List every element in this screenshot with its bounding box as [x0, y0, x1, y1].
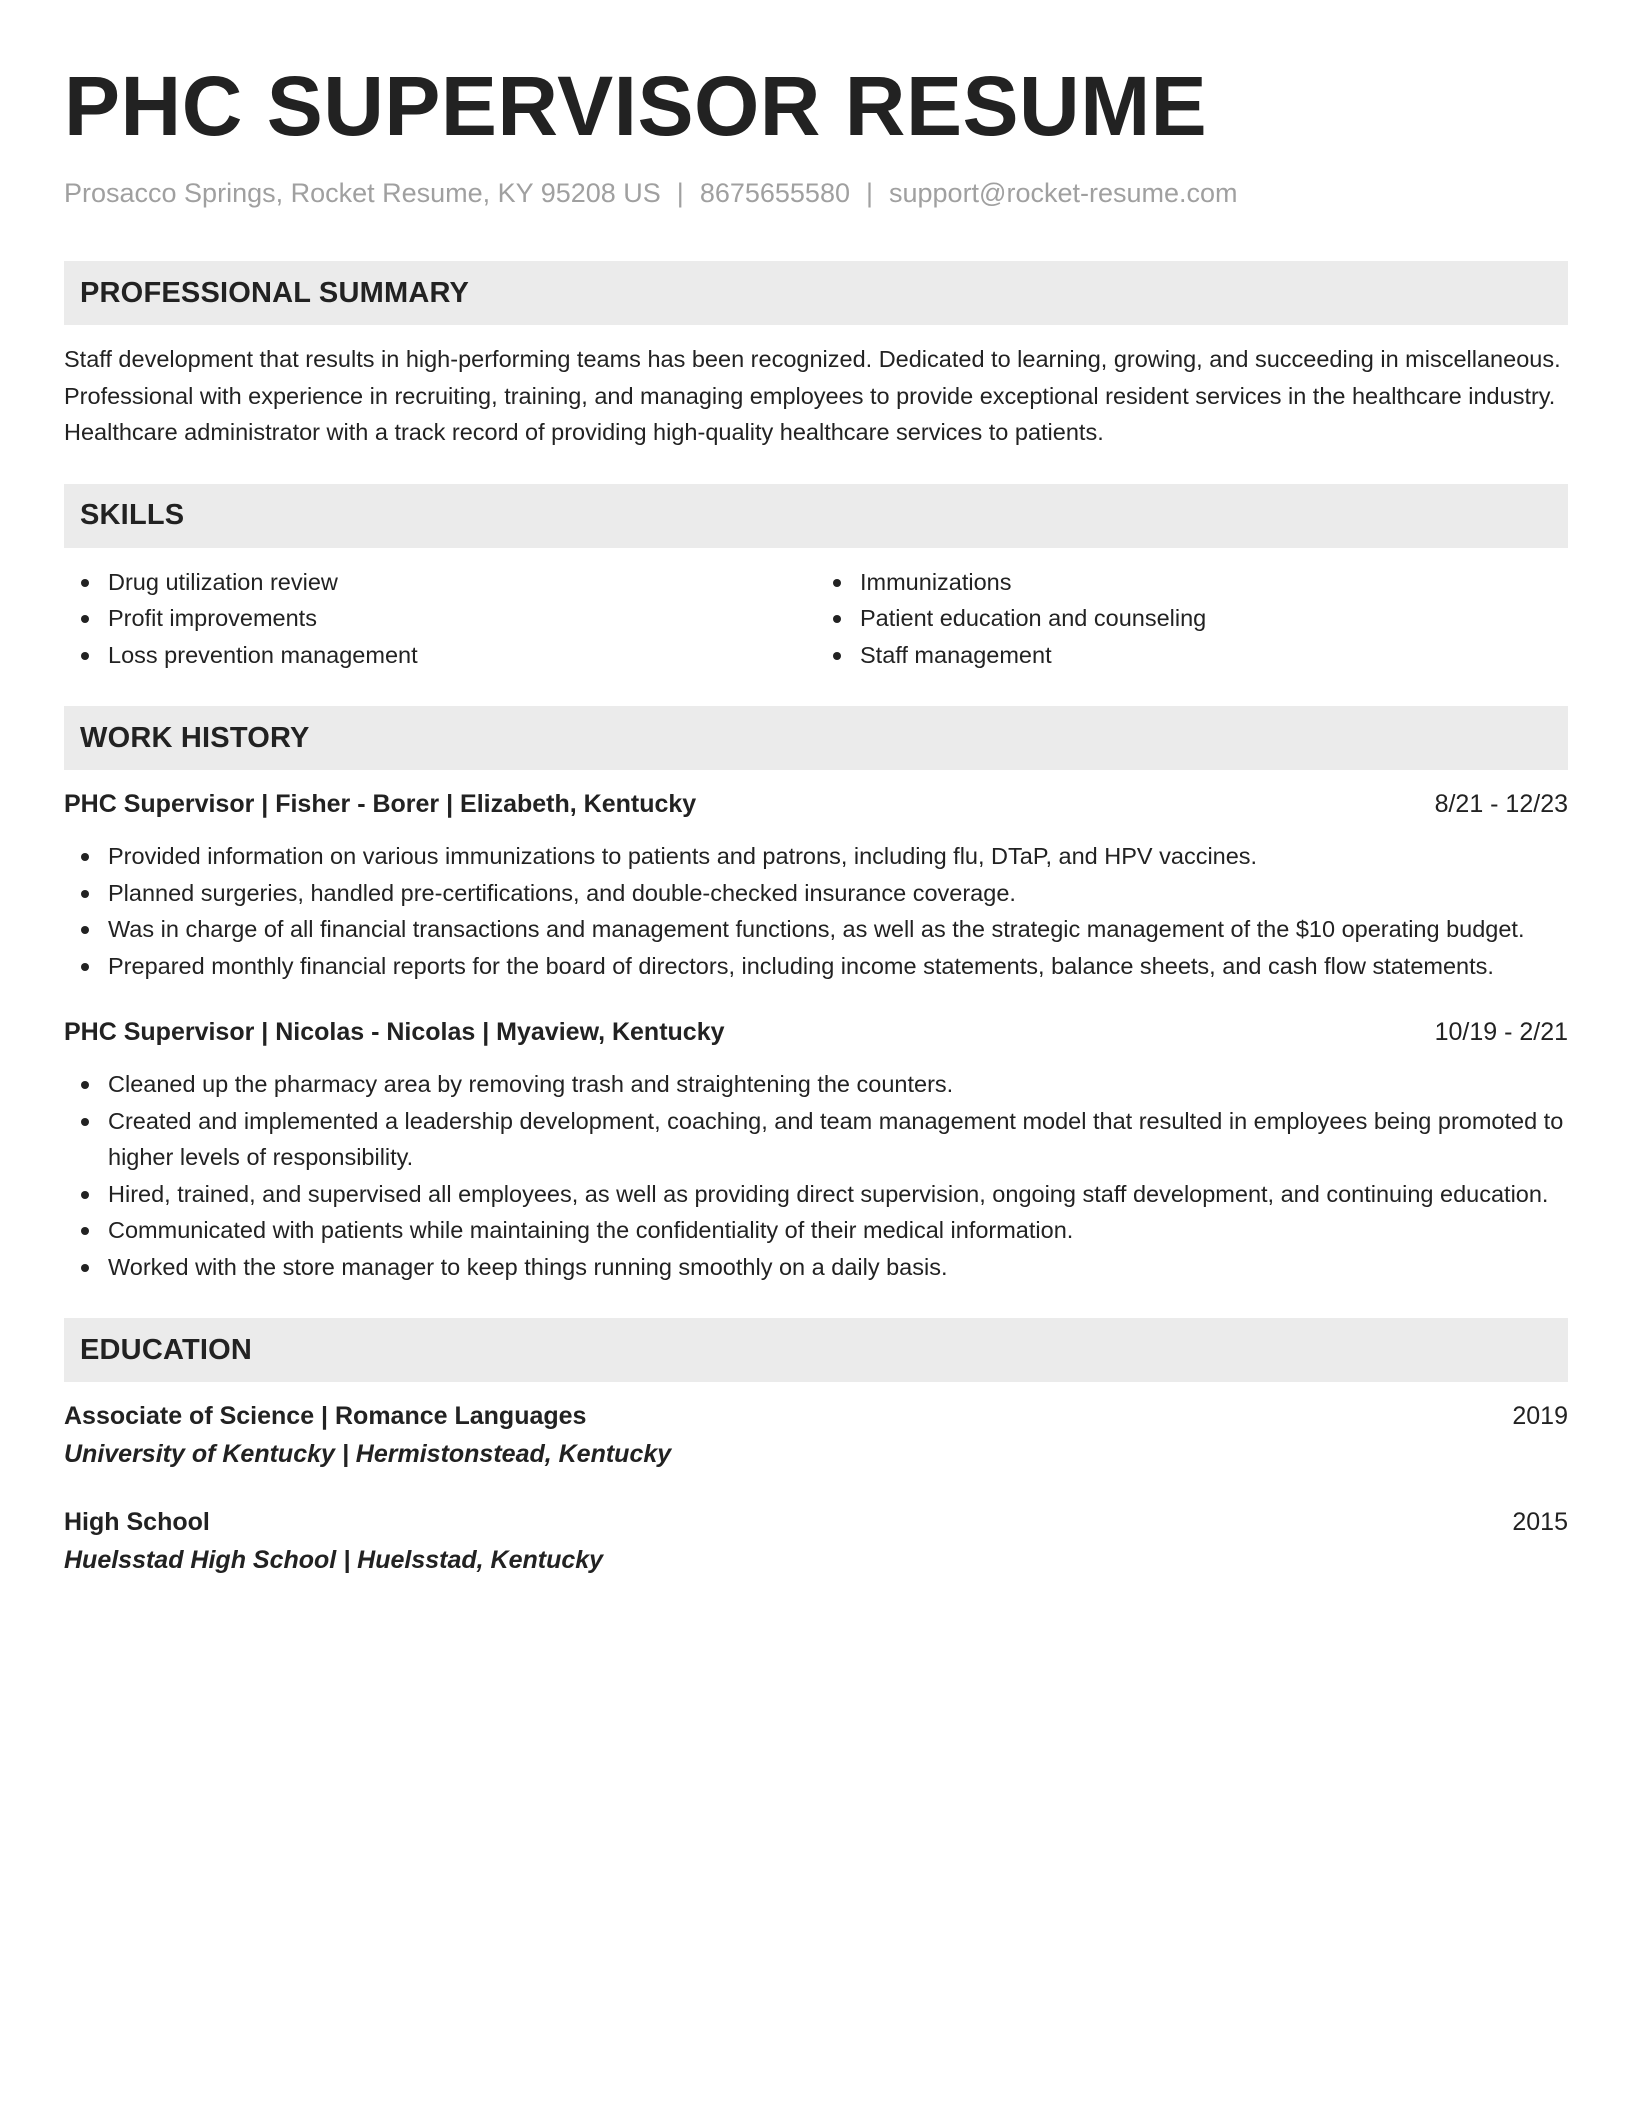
job-dates: 10/19 - 2/21: [1434, 1018, 1568, 1046]
job-bullets: [64, 1066, 1568, 1285]
education-header: [64, 1398, 1568, 1434]
skill-text: Immunizations: [860, 568, 1012, 595]
job-bullet: [64, 948, 1568, 985]
job-title: PHC Supervisor | Nicolas - Nicolas | Myaview, Kentucky: [64, 1018, 725, 1046]
education-school: University of Kentucky | Hermistonstead, Kentucky: [64, 1440, 672, 1468]
summary-text: Staff development that results in high-performing teams has been recognized. Dedicated to learning, growing, and succeeding in miscellaneous. Professional with experience in recruiting, training, and managing employees to provide exceptional resident services in the healthcare industry. Healthcare administrator with a track record of providing high-quality healthcare services to patients.: [64, 346, 1561, 445]
bullet-icon: [833, 615, 841, 623]
job-bullets: [64, 838, 1568, 984]
contact-phone: 8675655580: [699, 178, 850, 208]
skills-column-right: [816, 564, 1568, 674]
job-bullet: [64, 1066, 1568, 1103]
job-bullet-text: Communicated with patients while maintaining the confidentiality of their medical information.: [108, 1217, 1074, 1243]
skills-list: [64, 564, 1568, 674]
job-bullet-text: Provided information on various immunizations to patients and patrons, including flu, DTaP, and HPV vaccines.: [108, 843, 1258, 869]
job-bullet-text: Cleaned up the pharmacy area by removing trash and straightening the counters.: [108, 1071, 954, 1097]
contact-email: support@rocket-resume.com: [889, 178, 1238, 208]
skill-item: [64, 637, 816, 674]
bullet-icon: [833, 579, 841, 587]
job-bullet-text: Worked with the store manager to keep things running smoothly on a daily basis.: [108, 1253, 948, 1280]
job-entry: [64, 1014, 1568, 1285]
contact-address: Prosacco Springs, Rocket Resume, KY 95208 US: [64, 178, 661, 208]
job-bullet-text: Planned surgeries, handled pre-certifications, and double-checked insurance coverage.: [108, 879, 1016, 906]
education-entry: [64, 1398, 1568, 1474]
education-school: Huelsstad High School | Huelsstad, Kentucky: [64, 1546, 604, 1574]
skill-text: Patient education and counseling: [860, 605, 1207, 631]
contact-separator: |: [676, 178, 684, 208]
resume-title: PHC SUPERVISOR RESUME: [64, 59, 1208, 153]
job-dates: 8/21 - 12/23: [1434, 790, 1568, 818]
skill-text: Profit improvements: [108, 605, 317, 631]
skill-item: [816, 564, 1568, 601]
skills-heading: SKILLS: [64, 484, 1568, 548]
bullet-icon: [81, 1118, 89, 1126]
bullet-icon: [81, 963, 89, 971]
bullet-icon: [81, 926, 89, 934]
job-header: [64, 786, 1568, 822]
bullet-icon: [81, 615, 89, 623]
job-title: PHC Supervisor | Fisher - Borer | Elizabeth, Kentucky: [64, 790, 697, 818]
job-bullet: [64, 875, 1568, 912]
job-bullet-text: Was in charge of all financial transactions and management functions, as well as the strategic management of the $10 operating budget.: [108, 916, 1525, 942]
bullet-icon: [81, 1227, 89, 1235]
skill-item: [816, 637, 1568, 674]
contact-line: [64, 178, 1568, 209]
job-bullet: [64, 1103, 1568, 1176]
bullet-icon: [81, 1081, 89, 1089]
skills-column-left: [64, 564, 816, 674]
job-entry: [64, 786, 1568, 984]
contact-separator: |: [865, 178, 873, 208]
job-bullet: [64, 1212, 1568, 1249]
education-heading: EDUCATION: [64, 1318, 1568, 1382]
education-year: 2019: [1512, 1402, 1568, 1430]
skill-text: Drug utilization review: [108, 568, 338, 595]
education-degree: Associate of Science | Romance Languages: [64, 1402, 587, 1430]
skill-item: [64, 600, 816, 637]
job-header: [64, 1014, 1568, 1050]
education-year: 2015: [1512, 1508, 1568, 1536]
job-bullet: [64, 838, 1568, 875]
bullet-icon: [81, 1264, 89, 1272]
job-bullet-text: Created and implemented a leadership development, coaching, and team management model that resulted in employees being promoted to higher levels of responsibility.: [108, 1107, 1564, 1170]
education-header: [64, 1504, 1568, 1540]
bullet-icon: [81, 853, 89, 861]
bullet-icon: [81, 652, 89, 660]
skill-text: Loss prevention management: [108, 641, 418, 668]
bullet-icon: [81, 1191, 89, 1199]
job-bullet-text: Prepared monthly financial reports for the board of directors, including income statements, balance sheets, and cash flow statements.: [108, 952, 1494, 979]
skill-item: [816, 600, 1568, 637]
bullet-icon: [81, 890, 89, 898]
job-bullet: [64, 1176, 1568, 1213]
bullet-icon: [81, 579, 89, 587]
bullet-icon: [833, 652, 841, 660]
job-bullet: [64, 911, 1568, 948]
skill-text: Staff management: [860, 641, 1052, 668]
work-history-heading: WORK HISTORY: [64, 706, 1568, 770]
education-entry: [64, 1504, 1568, 1580]
job-bullet: [64, 1249, 1568, 1286]
skill-item: [64, 564, 816, 601]
education-degree: High School: [64, 1508, 210, 1536]
job-bullet-text: Hired, trained, and supervised all employees, as well as providing direct supervision, ongoing staff development, and continuing education.: [108, 1180, 1549, 1207]
summary-heading: PROFESSIONAL SUMMARY: [64, 261, 1568, 325]
